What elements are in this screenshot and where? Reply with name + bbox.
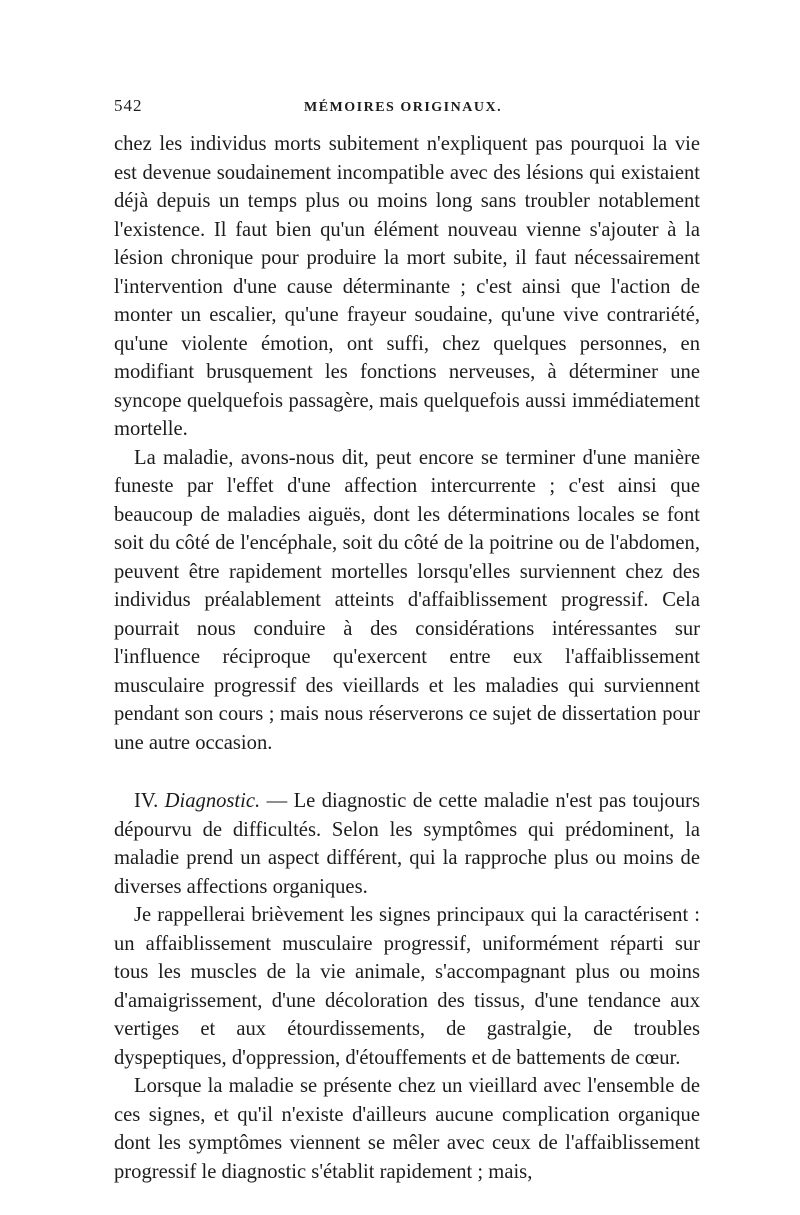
body-text: [114, 130, 700, 1186]
section-lead-text: Le diagnostic de cette maladie n'est pas toujours dépourvu de difficultés. Selon les symptômes qui prédominent, la maladie prend un aspect différent, qui la rapproche plus ou moins de diverses affections organiques.: [114, 790, 701, 898]
section-title: Diagnostic.: [164, 790, 261, 812]
section-number: IV.: [134, 790, 159, 812]
paragraph-old-man: Lorsque la maladie se présente chez un vieillard avec l'ensemble de ces signes, et qu'il n'existe d'ailleurs aucune complication organique dont les symptômes viennent se mêler avec ceux de l'affaiblissement progressif le diagnostic s'établit rapidement ; mais,: [114, 1075, 700, 1183]
running-head: MÉMOIRES ORIGINAUX.: [304, 100, 503, 115]
section-dash: —: [266, 790, 288, 812]
paragraph-signs: Je rappellerai brièvement les signes principaux qui la caractérisent : un affaiblissement musculaire progressif, uniformément réparti sur tous les muscles de la vie animale, s'accompagnant plus ou moins d'amaigrissement, d'une décoloration des tissus, d'une tendance aux vertiges et aux étourdissements, de gastralgie, de troubles dyspeptiques, d'oppression, d'étouffements et de battements de cœur.: [114, 904, 700, 1069]
section-diagnostic: [114, 787, 700, 901]
page-number: 542: [114, 96, 143, 115]
paragraph-intercurrent-affection: La maladie, avons-nous dit, peut encore se terminer d'une manière funeste par l'effet d'une affection intercurrente ; c'est ainsi que beaucoup de maladies aiguës, dont les déterminations locales se font soit du côté de l'encéphale, soit du côté de la poitrine ou de l'abdomen, peuvent être rapidement mortelles lorsqu'elles surviennent chez des individus préalablement atteints d'affaiblissement progressif. Cela pourrait nous conduire à des considérations intéressantes sur l'influence réciproque qu'exercent entre eux l'affaiblissement musculaire progressif des vieillards et les maladies qui surviennent pendant son cours ; mais nous réserverons ce sujet de dissertation pour une autre occasion.: [114, 446, 700, 754]
page-header: [114, 96, 700, 126]
paragraph-continuation: chez les individus morts subitement n'expliquent pas pourquoi la vie est devenue soudainement incompatible avec des lésions qui existaient déjà depuis un temps plus ou moins long sans troubler notablement l'existence. Il faut bien qu'un élément nouveau vienne s'ajouter à la lésion chronique pour produire la mort subite, il faut nécessairement l'intervention d'une cause déterminante ; c'est ainsi que l'action de monter un escalier, qu'une frayeur soudaine, qu'une vive contrariété, qu'une violente émotion, ont suffi, chez quelques personnes, en modifiant brusquement les fonctions nerveuses, à déterminer une syncope quelquefois passagère, mais quelquefois aussi immédiatement mortelle.: [114, 133, 700, 440]
